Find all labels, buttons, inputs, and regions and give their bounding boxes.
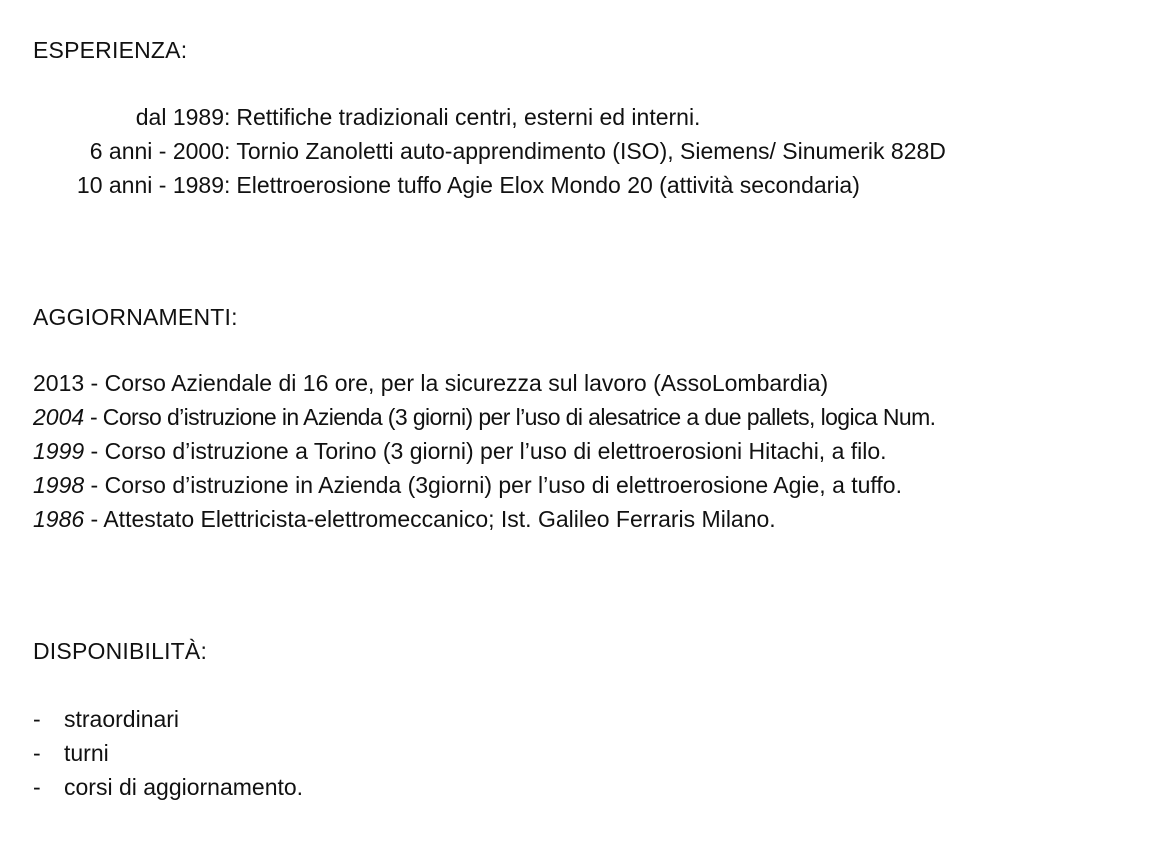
experience-period: dal 1989: [135, 104, 224, 130]
experience-list: [0, 100, 1156, 202]
bullet-dash: -: [33, 740, 41, 766]
update-year: 1986: [33, 506, 85, 532]
availability-text: straordinari: [64, 706, 180, 732]
experience-heading: ESPERIENZA:: [33, 37, 188, 63]
update-year: 1998: [33, 472, 85, 498]
update-item: [0, 400, 1156, 434]
update-description: - Attestato Elettricista-elettromeccanico; Ist. Galileo Ferraris Milano.: [84, 506, 776, 532]
availability-item: [0, 702, 1156, 736]
experience-period: 6 anni - 2000: [89, 138, 224, 164]
updates-list: [0, 366, 1156, 536]
experience-period: 10 anni - 1989: [76, 172, 224, 198]
update-item: [0, 366, 1156, 400]
update-year: 1999: [33, 438, 85, 464]
availability-item: [0, 736, 1156, 770]
update-description: - Corso d’istruzione in Azienda (3 giorni) per l’uso di alesatrice a due pallets, logica Num.: [84, 404, 936, 430]
update-item: [0, 502, 1156, 536]
updates-heading: AGGIORNAMENTI:: [33, 304, 238, 330]
availability-heading: DISPONIBILITÀ:: [33, 638, 208, 664]
experience-description: Rettifiche tradizionali centri, esterni ed interni.: [236, 104, 701, 130]
update-description: - Corso Aziendale di 16 ore, per la sicurezza sul lavoro (AssoLombardia): [84, 370, 829, 396]
experience-item: 10 anni - 1989: Elettroerosione tuffo Agie Elox Mondo 20 (attività secondaria): [0, 168, 1156, 202]
update-year: 2013: [33, 370, 85, 396]
availability-text: corsi di aggiornamento.: [64, 774, 304, 800]
experience-item: dal 1989: Rettifiche tradizionali centri, esterni ed interni.: [0, 100, 1156, 134]
availability-text: turni: [64, 740, 109, 766]
update-year: 2004: [33, 404, 85, 430]
availability-item: [0, 770, 1156, 804]
bullet-dash: -: [33, 706, 41, 732]
experience-description: Tornio Zanoletti auto-apprendimento (ISO), Siemens/ Sinumerik 828D: [236, 138, 946, 164]
experience-item: 6 anni - 2000: Tornio Zanoletti auto-apprendimento (ISO), Siemens/ Sinumerik 828D: [0, 134, 1156, 168]
update-item: [0, 434, 1156, 468]
availability-list: [0, 702, 1156, 804]
update-description: - Corso d’istruzione in Azienda (3giorni) per l’uso di elettroerosione Agie, a tuffo.: [84, 472, 902, 498]
update-item: [0, 468, 1156, 502]
experience-description: Elettroerosione tuffo Agie Elox Mondo 20 (attività secondaria): [236, 172, 860, 198]
update-description: - Corso d’istruzione a Torino (3 giorni) per l’uso di elettroerosioni Hitachi, a filo.: [84, 438, 887, 464]
bullet-dash: -: [33, 774, 41, 800]
